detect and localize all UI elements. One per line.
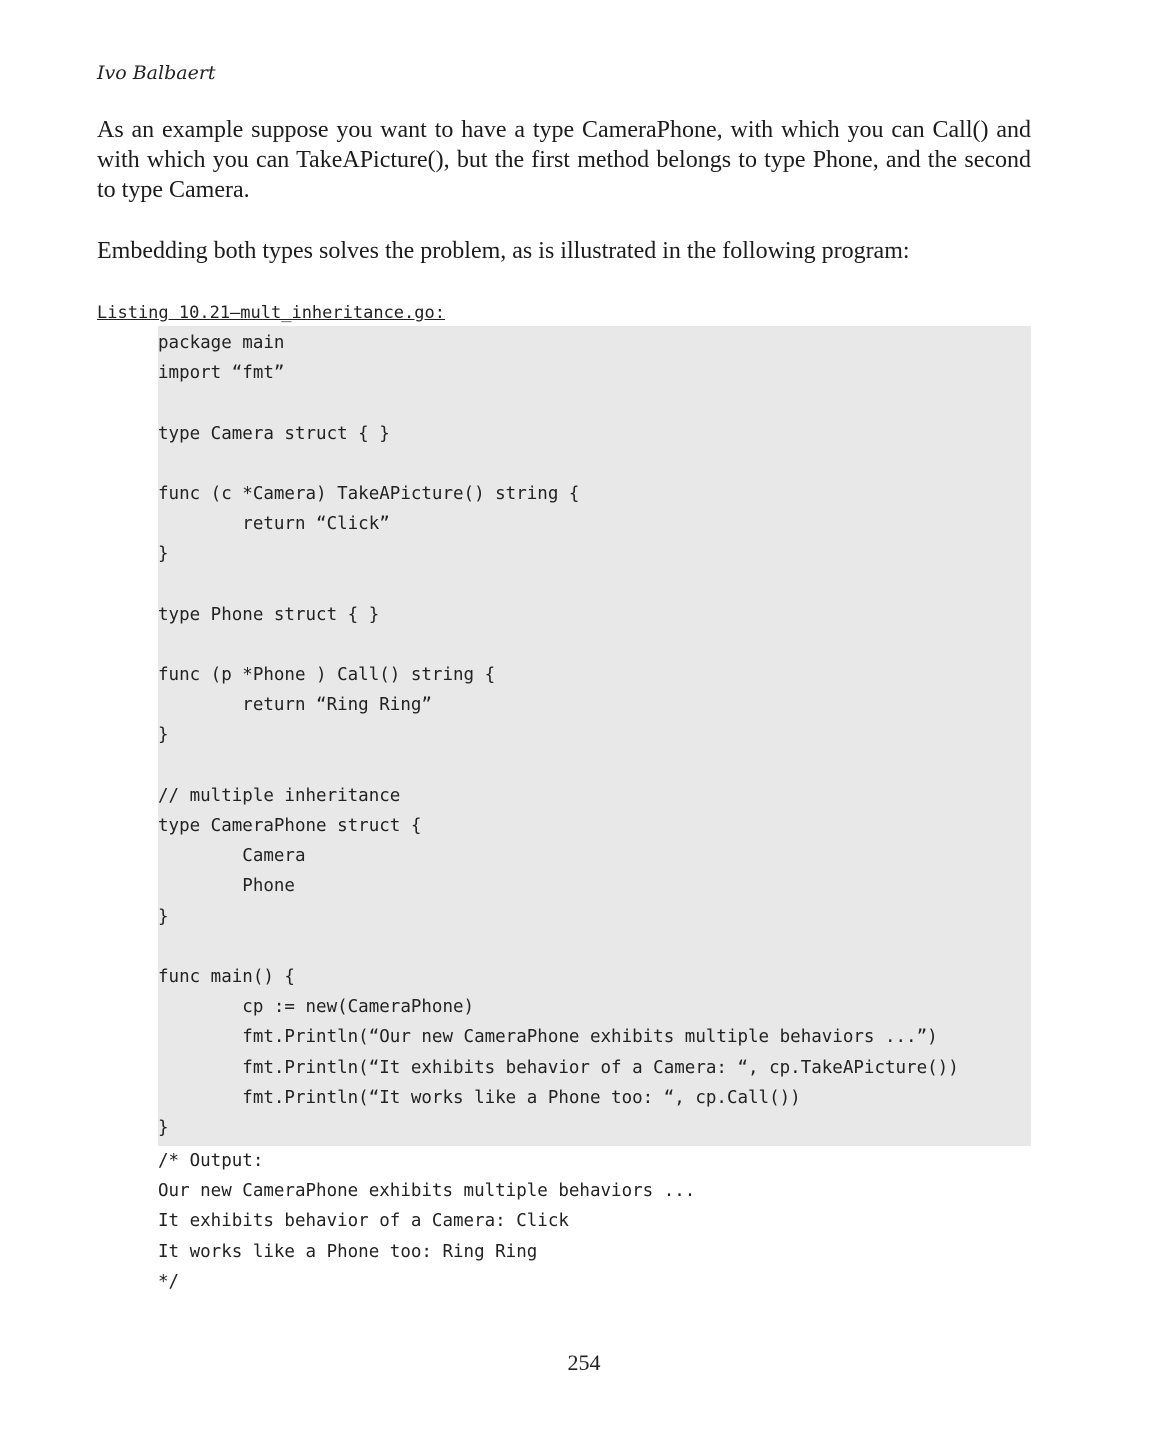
code-listing [158, 328, 959, 1143]
code-line: package main [158, 333, 285, 353]
code-line: } [158, 906, 169, 927]
code-line: } [158, 1117, 169, 1138]
code-line: type Phone struct { } [158, 604, 380, 625]
code-line: fmt.Println(“It works like a Phone too: “, cp.Call()) [158, 1087, 801, 1108]
code-line: fmt.Println(“It exhibits behavior of a Camera: “, cp.TakeAPicture()) [158, 1057, 959, 1078]
code-line [158, 932, 959, 962]
code-line: } [158, 725, 169, 746]
page-number: 254 [567, 1350, 601, 1375]
code-line: Phone [158, 876, 295, 897]
code-line [158, 388, 959, 418]
output-line: It works like a Phone too: Ring Ring [158, 1241, 538, 1262]
code-line: func (c *Camera) TakeAPicture() string { [158, 483, 580, 504]
code-line: func (p *Phone ) Call() string { [158, 665, 496, 686]
code-line: import “fmt” [158, 363, 285, 384]
output-line: */ [158, 1271, 180, 1292]
code-line: return “Click” [158, 514, 390, 535]
code-line: return “Ring Ring” [158, 695, 432, 716]
code-line [158, 751, 959, 781]
output-line: /* Output: [158, 1151, 264, 1171]
code-line: cp := new(CameraPhone) [158, 997, 475, 1018]
code-line: Camera [158, 846, 306, 867]
code-line: } [158, 544, 169, 565]
running-header-author: Ivo Balbaert [97, 62, 216, 84]
code-line: // multiple inheritance [158, 785, 401, 806]
output-line: It exhibits behavior of a Camera: Click [158, 1211, 569, 1232]
code-line: type CameraPhone struct { [158, 816, 422, 836]
code-line [158, 630, 959, 660]
listing-caption: Listing 10.21—mult_inheritance.go: [97, 303, 445, 323]
program-output [158, 1146, 695, 1297]
code-line: func main() { [158, 966, 295, 987]
code-line [158, 570, 959, 600]
code-line [158, 449, 959, 479]
body-paragraph-2: Embedding both types solves the problem, as is illustrated in the following program: [97, 238, 910, 264]
code-line: fmt.Println(“Our new CameraPhone exhibits multiple behaviors ...”) [158, 1027, 938, 1048]
code-line: type Camera struct { } [158, 423, 390, 444]
body-paragraph-1: As an example suppose you want to have a type CameraPhone, with which you can Call() and with which you can TakeAPicture(), but the first method belongs to type Phone, and the second to type Camera. [97, 117, 1031, 203]
output-line: Our new CameraPhone exhibits multiple behaviors ... [158, 1181, 696, 1202]
